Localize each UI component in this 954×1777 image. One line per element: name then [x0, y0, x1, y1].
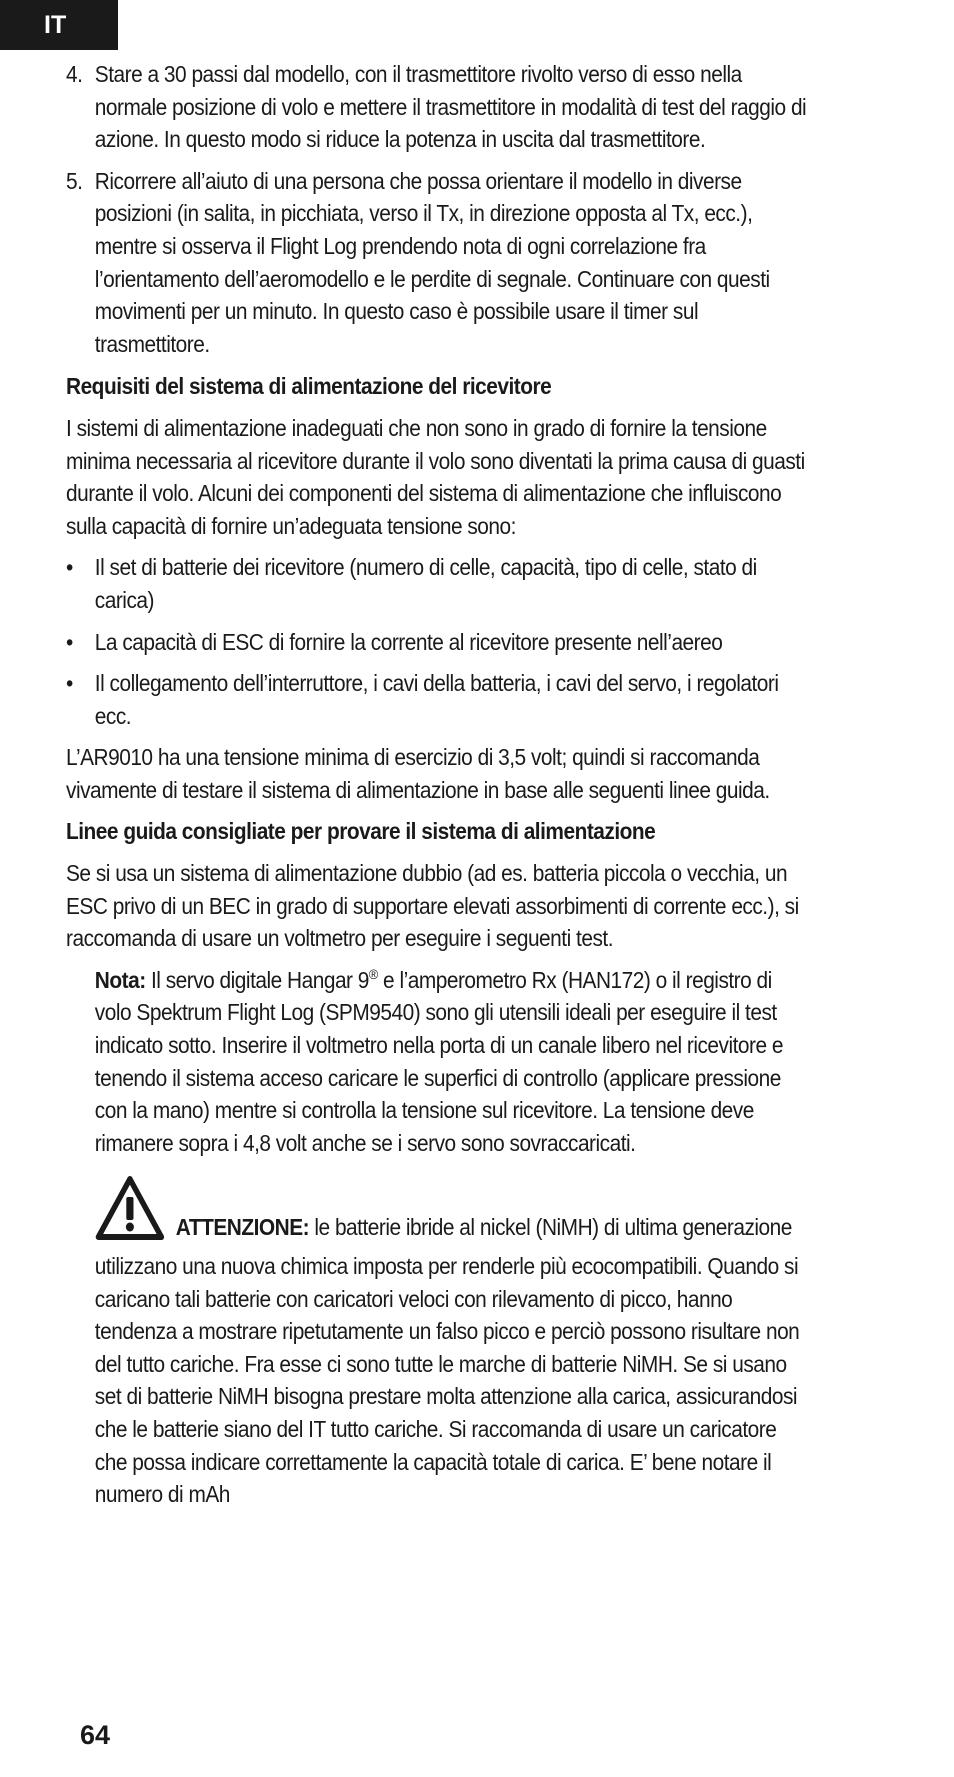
note-text-part2: e l’amperometro Rx (HAN172) o il registro di volo Spektrum Flight Log (SPM9540) sono gli utensili ideali per eseguire il test indicato sotto. Inserire il voltmetro nella porta di un canale libero nel ricevitore e tenendo il sistema acceso caricare le superfici di controllo (applicare pressione con la mano) mentre si controlla la tensione sul ricevitore. La tensione deve rimanere sopra i 4,8 volt anche se i servo sono sovraccaricati.: [94, 966, 784, 1156]
step-number: 4.: [66, 61, 83, 87]
section-intro: Se si usa un sistema di alimentazione dubbio (ad es. batteria piccola o vecchia, un ESC privo di un BEC in grado di supportare elevati assorbimenti di corrente ecc.), si raccomanda di usare un voltmetro per eseguire i seguenti test.: [66, 860, 799, 952]
language-tab: IT: [0, 0, 118, 50]
bullet-item: [66, 667, 808, 732]
note-paragraph: [66, 964, 808, 1160]
section-closing: L’AR9010 ha una tensione minima di esercizio di 3,5 volt; quindi si raccomanda vivamente di testare il sistema di alimentazione in base alle seguenti linee guida.: [66, 744, 770, 803]
warning-triangle-icon: [95, 1175, 165, 1250]
note-label: Nota:: [94, 966, 146, 993]
bullet-item: [66, 551, 808, 616]
bullet-icon: •: [66, 670, 73, 697]
bullet-icon: •: [66, 554, 73, 581]
bullet-text: La capacità di ESC di fornire la corrente al ricevitore presente nell’aereo: [94, 628, 723, 655]
section-heading-test-guidelines: Linee guida consigliate per provare il sistema di alimentazione: [66, 818, 656, 845]
bullet-text: Il collegamento dell’interruttore, i cavi della batteria, i cavi del servo, i regolatori ecc.: [94, 670, 779, 729]
page-content: [66, 58, 808, 1511]
step-text: Ricorrere all’aiuto di una persona che possa orientare il modello in diverse posizioni (in salita, in picchiata, verso il Tx, in direzione opposta al Tx, ecc.), mentre si osserva il Flight Log prendendo nota di ogni correlazione fra l’orientamento dell’aeromodello e le perdite di segnale. Continuare con questi movimenti per un minuto. In questo caso è possibile usare il timer sul trasmettitore.: [94, 167, 770, 357]
warning-paragraph: [66, 1175, 808, 1510]
step-text: Stare a 30 passi dal modello, con il trasmettitore rivolto verso di esso nella normale posizione di volo e mettere il trasmettitore in modalità di test del raggio di azione. In questo modo si riduce la potenza in uscita dal trasmettitore.: [94, 61, 807, 153]
section-heading-power-requirements: Requisiti del sistema di alimentazione del ricevitore: [66, 373, 552, 400]
step-5: [66, 165, 808, 361]
note-text-part1: Il servo digitale Hangar 9: [145, 966, 369, 993]
bullet-icon: •: [66, 628, 73, 655]
bullet-text: Il set di batterie dei ricevitore (numero di celle, capacità, tipo di celle, stato di carica): [94, 554, 757, 613]
warning-label: ATTENZIONE:: [175, 1214, 310, 1241]
page-number: 64: [80, 1720, 111, 1750]
step-4: [66, 58, 808, 156]
bullet-item: [66, 626, 808, 659]
warning-text: le batterie ibride al nickel (NiMH) di ultima generazione utilizzano una nuova chimica imposta per renderle più ecocompatibili. Quando si caricano tali batterie con caricatori veloci con rilevamento di picco, hanno tendenza a mostrare ripetutamente un falso picco e perciò possono risultare non del tutto cariche. Fra esse ci sono tutte le marche di batterie NiMH. Se si usano set di batterie NiMH bisogna prestare molta attenzione alla carica, assicurandosi che le batterie siano del IT tutto cariche. Si raccomanda di usare un caricatore che possa indicare correttamente la capacità totale di carica. E’ bene notare il numero di mAh: [94, 1214, 800, 1508]
step-number: 5.: [66, 167, 83, 194]
section-intro: I sistemi di alimentazione inadeguati che non sono in grado di fornire la tensione minima necessaria al ricevitore durante il volo sono diventati la prima causa di guasti durante il volo. Alcuni dei componenti del sistema di alimentazione che influiscono sulla capacità di fornire un’adeguata tensione sono:: [66, 414, 805, 539]
registered-mark: ®: [368, 965, 378, 982]
